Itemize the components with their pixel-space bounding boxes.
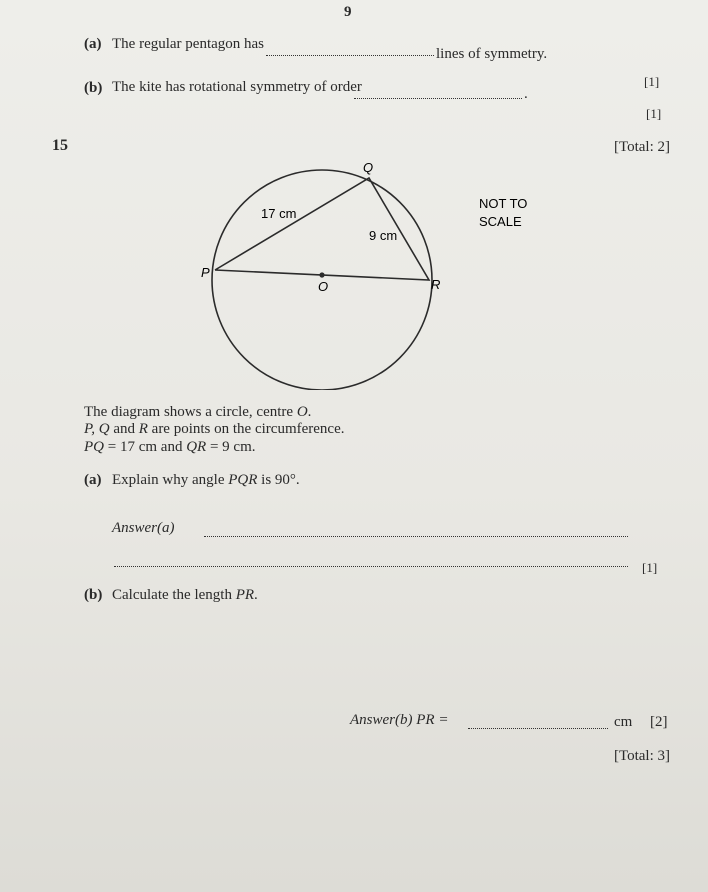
- answer-a-mark: [1]: [642, 560, 658, 575]
- kite-answer-line[interactable]: [354, 98, 522, 99]
- intro-line-3: PQ = 17 cm and QR = 9 cm.: [84, 439, 256, 455]
- intro-line-1: The diagram shows a circle, centre O.: [84, 404, 312, 420]
- label-o: O: [318, 279, 329, 294]
- label-qr-length: 9 cm: [369, 228, 398, 243]
- centre-point: [319, 272, 324, 277]
- label-p: P: [201, 265, 210, 280]
- not-to-scale-line1: NOT TO: [479, 196, 528, 211]
- not-to-scale-line2: SCALE: [479, 214, 522, 229]
- kite-question-suffix: .: [524, 86, 528, 102]
- kite-mark: [1]: [646, 106, 662, 121]
- question-number: 15: [52, 137, 68, 154]
- prev-question-total: [Total: 2]: [614, 139, 671, 155]
- pentagon-answer-line[interactable]: [266, 55, 434, 56]
- label-r: R: [431, 277, 441, 292]
- pentagon-question-suffix: lines of symmetry.: [436, 46, 548, 62]
- kite-question-text: The kite has rotational symmetry of order: [112, 79, 362, 95]
- q15-part-a-label: (a): [84, 472, 102, 488]
- q15-part-b-text: Calculate the length PR.: [112, 587, 258, 603]
- pentagon-question-text: The regular pentagon has: [112, 36, 265, 52]
- q15-part-a-text: Explain why angle PQR is 90°.: [112, 472, 300, 488]
- answer-a-label: Answer(a): [112, 520, 175, 536]
- answer-a-line-2[interactable]: [114, 566, 628, 567]
- q15-part-b-label: (b): [84, 587, 103, 603]
- answer-a-line-1[interactable]: [204, 536, 628, 537]
- label-q: Q: [363, 160, 374, 175]
- label-pq-length: 17 cm: [261, 206, 297, 221]
- part-b-label: (b): [84, 80, 103, 96]
- pentagon-mark: [1]: [644, 74, 660, 89]
- intro-line-2: P, Q and R are points on the circumference.: [84, 421, 345, 437]
- part-a-label: (a): [84, 36, 102, 52]
- answer-b-line[interactable]: [468, 728, 608, 729]
- answer-b-unit: cm: [614, 714, 633, 730]
- circle-diagram: [195, 160, 535, 390]
- answer-b-mark: [2]: [650, 714, 668, 730]
- page-number: 9: [344, 4, 352, 20]
- answer-b-label: Answer(b) PR =: [350, 712, 449, 728]
- question-total: [Total: 3]: [614, 748, 671, 764]
